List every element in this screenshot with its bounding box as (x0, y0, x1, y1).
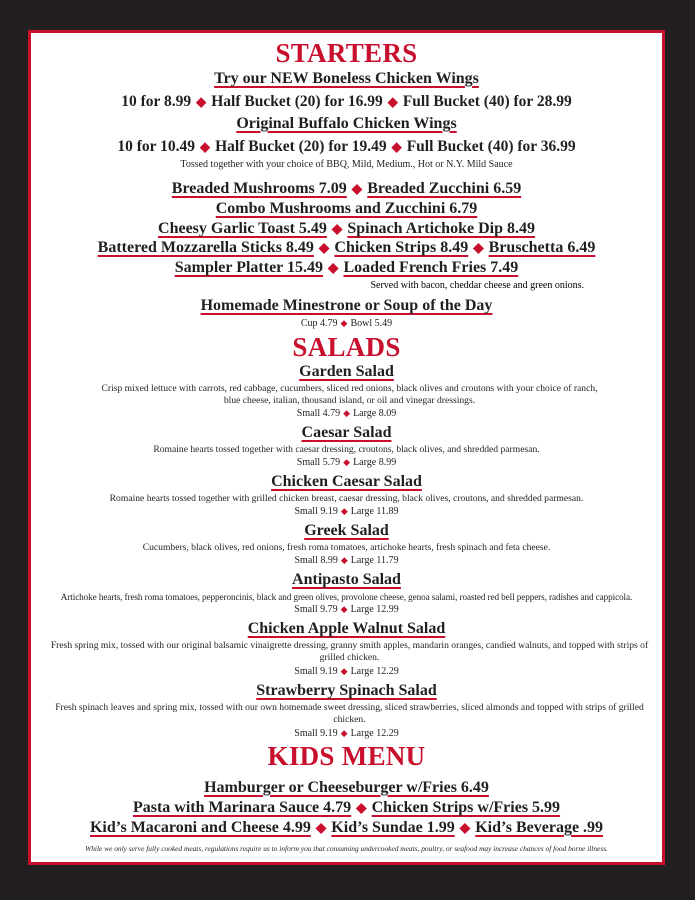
diamond-icon: ◆ (340, 318, 348, 328)
menu-item: Battered Mozzarella Sticks 8.49 (97, 239, 314, 256)
salad-description: Crisp mixed lettuce with carrots, red cabbage, cucumbers, sliced red onions, black olives and croutons with your choice of ranch, blue cheese, italian, thousand island, or oil and vinegar dressings. (101, 383, 598, 406)
price-small: Small 8.99 (294, 555, 338, 566)
diamond-icon: ◆ (331, 221, 343, 236)
price-large: Large 11.89 (350, 506, 399, 517)
salad-title (31, 473, 662, 491)
salad-description: Romaine hearts tossed together with caesar dressing, croutons, black olives, and shredded parmesan. (153, 444, 540, 455)
menu-page (28, 30, 665, 865)
menu-item: Cheesy Garlic Toast 5.49 (158, 220, 327, 237)
kids-row-2 (31, 799, 662, 817)
price-large: Large 8.99 (353, 457, 397, 468)
price-option: 10 for 8.99 (121, 93, 192, 110)
buffalo-wings-title (31, 115, 662, 133)
starters-heading: STARTERS (275, 38, 418, 68)
diamond-icon: ◆ (315, 820, 327, 835)
price-large: Large 12.29 (350, 666, 399, 677)
menu-item: Kid’s Beverage .99 (475, 819, 604, 836)
salad-title (31, 682, 662, 700)
boneless-wings-title-text: Try our NEW Boneless Chicken Wings (214, 70, 479, 87)
kids-row-1 (31, 779, 662, 797)
diamond-icon: ◆ (199, 139, 211, 154)
boneless-wings-prices (31, 93, 662, 111)
menu-item: Pasta with Marinara Sauce 4.79 (132, 799, 352, 816)
salad-description: Artichoke hearts, fresh roma tomatoes, pepperoncinis, black and green olives, provolone cheese, genoa salami, roasted red bell peppers, radishes and cappicola. (60, 592, 633, 602)
diamond-icon: ◆ (340, 555, 348, 565)
menu-item: Breaded Mushrooms 7.09 (171, 180, 347, 197)
wings-note: Tossed together with your choice of BBQ, Mild, Medium., Hot or N.Y. Mild Sauce (180, 159, 513, 170)
diamond-icon: ◆ (318, 240, 330, 255)
diamond-icon: ◆ (343, 408, 351, 418)
diamond-icon: ◆ (340, 666, 348, 676)
price-option: Bowl 5.49 (350, 318, 393, 329)
soup-title-text: Homemade Minestrone or Soup of the Day (200, 297, 493, 314)
salad-name: Antipasto Salad (292, 571, 401, 588)
menu-item: Bruschetta 6.49 (488, 239, 596, 256)
salad-prices (31, 728, 662, 739)
price-small: Small 9.79 (294, 604, 338, 615)
diamond-icon: ◆ (328, 260, 339, 275)
diamond-icon: ◆ (391, 139, 402, 154)
price-option: Full Bucket (40) for 36.99 (406, 138, 576, 155)
diamond-icon: ◆ (340, 604, 348, 614)
price-option: Full Bucket (40) for 28.99 (402, 93, 572, 110)
salads-heading: SALADS (292, 332, 401, 362)
starters-row-2 (31, 200, 662, 218)
starters-row-3 (31, 220, 662, 238)
menu-item: Kid’s Sundae 1.99 (331, 819, 455, 836)
diamond-icon: ◆ (387, 94, 398, 109)
price-large: Large 8.09 (353, 408, 397, 419)
boneless-wings-title (31, 70, 662, 88)
salad-title (31, 522, 662, 540)
price-option: Cup 4.79 (300, 318, 338, 329)
diamond-icon: ◆ (343, 457, 351, 467)
price-large: Large 12.99 (350, 604, 399, 615)
salad-title (31, 363, 662, 381)
price-small: Small 9.19 (294, 666, 338, 677)
diamond-icon: ◆ (356, 800, 367, 815)
diamond-icon: ◆ (473, 240, 484, 255)
salad-name: Garden Salad (299, 363, 394, 380)
soup-title (31, 297, 662, 315)
salad-prices (31, 506, 662, 517)
kids-menu-heading: KIDS MENU (267, 741, 426, 771)
salad-prices (31, 555, 662, 566)
buffalo-wings-title-text: Original Buffalo Chicken Wings (236, 115, 457, 132)
price-option: 10 for 10.49 (117, 138, 195, 155)
salad-description: Fresh spinach leaves and spring mix, tossed with our own homemade sweet dressing, sliced strawberries, sliced almonds and topped with strips of grilled chicken. (55, 702, 644, 725)
salad-prices (31, 604, 662, 615)
diamond-icon: ◆ (351, 181, 363, 196)
price-small: Small 9.19 (294, 728, 338, 739)
salad-prices (31, 408, 662, 419)
price-large: Large 12.29 (350, 728, 399, 739)
menu-item: Breaded Zucchini 6.59 (367, 180, 522, 197)
starters-row-5 (31, 259, 662, 277)
salad-prices (31, 457, 662, 468)
diamond-icon: ◆ (459, 820, 471, 835)
diamond-icon: ◆ (196, 94, 207, 109)
menu-item: Loaded French Fries 7.49 (343, 259, 519, 276)
price-small: Small 5.79 (296, 457, 341, 468)
salad-name: Chicken Caesar Salad (271, 473, 422, 490)
diamond-icon: ◆ (340, 728, 348, 738)
kids-row-3 (31, 819, 662, 837)
starters-row-1 (31, 180, 662, 198)
salad-description: Cucumbers, black olives, red onions, fresh roma tomatoes, artichoke hearts, fresh spinach and feta cheese. (142, 542, 551, 553)
salad-name: Greek Salad (304, 522, 389, 539)
salad-title (31, 620, 662, 638)
salad-prices (31, 666, 662, 677)
price-option: Half Bucket (20) for 16.99 (211, 93, 383, 110)
fries-note: Served with bacon, cheddar cheese and green onions. (370, 280, 584, 291)
salad-description: Romaine hearts tossed together with grilled chicken breast, caesar dressing, black olives, croutons, and shredded parmesan. (109, 493, 584, 504)
diamond-icon: ◆ (340, 506, 348, 516)
price-small: Small 4.79 (296, 408, 341, 419)
price-option: Half Bucket (20) for 19.49 (215, 138, 387, 155)
salad-name: Chicken Apple Walnut Salad (247, 620, 446, 637)
menu-item: Combo Mushrooms and Zucchini 6.79 (215, 200, 478, 217)
menu-item: Spinach Artichoke Dip 8.49 (347, 220, 535, 237)
starters-row-4 (31, 239, 662, 257)
soup-prices (31, 318, 662, 329)
price-large: Large 11.79 (350, 555, 399, 566)
salad-name: Strawberry Spinach Salad (256, 682, 437, 699)
salad-description: Fresh spring mix, tossed with our original balsamic vinaigrette dressing, granny smith apples, mandarin oranges, candied walnuts, and topped with strips of grilled chicken. (50, 640, 649, 663)
salad-title (31, 571, 662, 589)
salad-title (31, 424, 662, 442)
menu-item: Hamburger or Cheeseburger w/Fries 6.49 (204, 779, 489, 796)
menu-item: Chicken Strips 8.49 (334, 239, 469, 256)
menu-item: Sampler Platter 15.49 (174, 259, 323, 276)
menu-item: Kid’s Macaroni and Cheese 4.99 (89, 819, 311, 836)
menu-item: Chicken Strips w/Fries 5.99 (371, 799, 561, 816)
price-small: Small 9.19 (294, 506, 338, 517)
salad-name: Caesar Salad (301, 424, 392, 441)
food-safety-disclaimer: While we only serve fully cooked meats, regulations require us to inform you that consuming undercooked meats, poultry, or seafood may increase chances of food borne illness. (85, 844, 608, 853)
buffalo-wings-prices (31, 138, 662, 156)
